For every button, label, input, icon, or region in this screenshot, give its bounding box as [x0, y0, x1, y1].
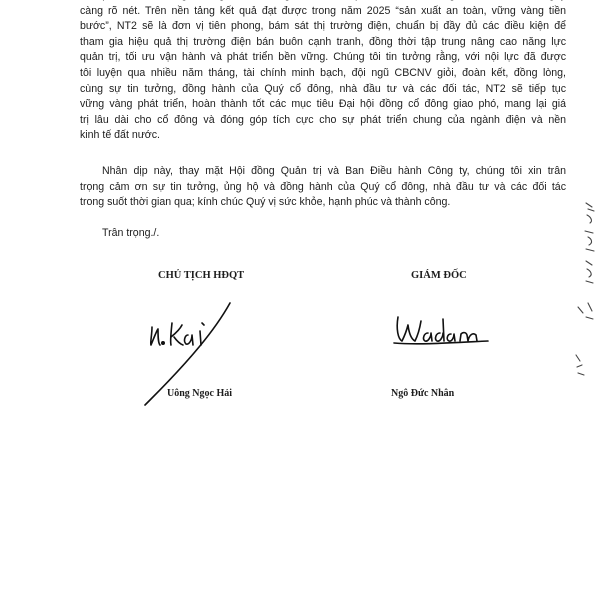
- text-line: quản trị, tối ưu vận hành và phát triển bền vững. Chúng tôi tin tưởng rằng, với nội lực đã được: [80, 51, 566, 64]
- text-line: Nhân dịp này, thay mặt Hội đồng Quản trị và Ban Điều hành Công ty, chúng tôi xin trân: [102, 165, 566, 177]
- signer-name-director: Ngô Đức Nhân: [391, 388, 455, 399]
- signature-title-chairman: CHỦ TỊCH HĐQT: [158, 270, 245, 281]
- closing-line: [80, 226, 566, 242]
- text-line: trọng cảm ơn sự tin tưởng, ủng hộ và đồng hành của Quý cổ đông, nhà đầu tư và các đối tác: [80, 180, 566, 193]
- text-line: trong suốt thời gian qua; kính chúc Quý vị sức khỏe, hạnh phúc và thành công.: [80, 196, 451, 209]
- handwritten-signature-director: [388, 305, 508, 365]
- text-line: kinh tế đất nước.: [80, 129, 160, 142]
- text-line: vững vàng phát triển, hoàn thành tốt các mục tiêu Đại hội đồng cổ đông giao phó, mang lại giá: [80, 98, 566, 111]
- signature-title-director: GIÁM ĐỐC: [411, 270, 467, 281]
- paragraph-outlook: [80, 0, 566, 144]
- text-line: trị lâu dài cho cổ đông và đóng góp tích cực cho sự phát triển chung của ngành điện và nền: [80, 113, 566, 126]
- text-line: tham gia hiệu quả thị trường điện bán buôn cạnh tranh, đồng thời tập trung nâng cao năng lực: [80, 35, 566, 48]
- closing-text: Trân trọng./.: [102, 227, 160, 239]
- text-line: càng rõ nét. Trên nền tảng kết quả đạt được trong năm 2025 “sản xuất an toàn, vững vàng tiền: [80, 4, 566, 17]
- handwritten-margin-notes: [568, 195, 600, 395]
- text-line: bước”, NT2 sẽ là đơn vị tiên phong, bám sát thị trường điện, chuẩn bị đầy đủ các điều kiện để: [80, 20, 566, 33]
- text-line: tôi luyện qua nhiều năm tháng, tài chính minh bạch, đội ngũ CBCNV giỏi, đoàn kết, đồng lòng,: [80, 66, 566, 79]
- paragraph-thanks: [80, 164, 566, 211]
- text-line: cùng sự tin tưởng, đồng hành của Quý cổ đông, nhà đầu tư và các đối tác, NT2 sẽ tiếp tục: [80, 82, 566, 95]
- signer-name-chairman: Uông Ngọc Hải: [167, 388, 232, 399]
